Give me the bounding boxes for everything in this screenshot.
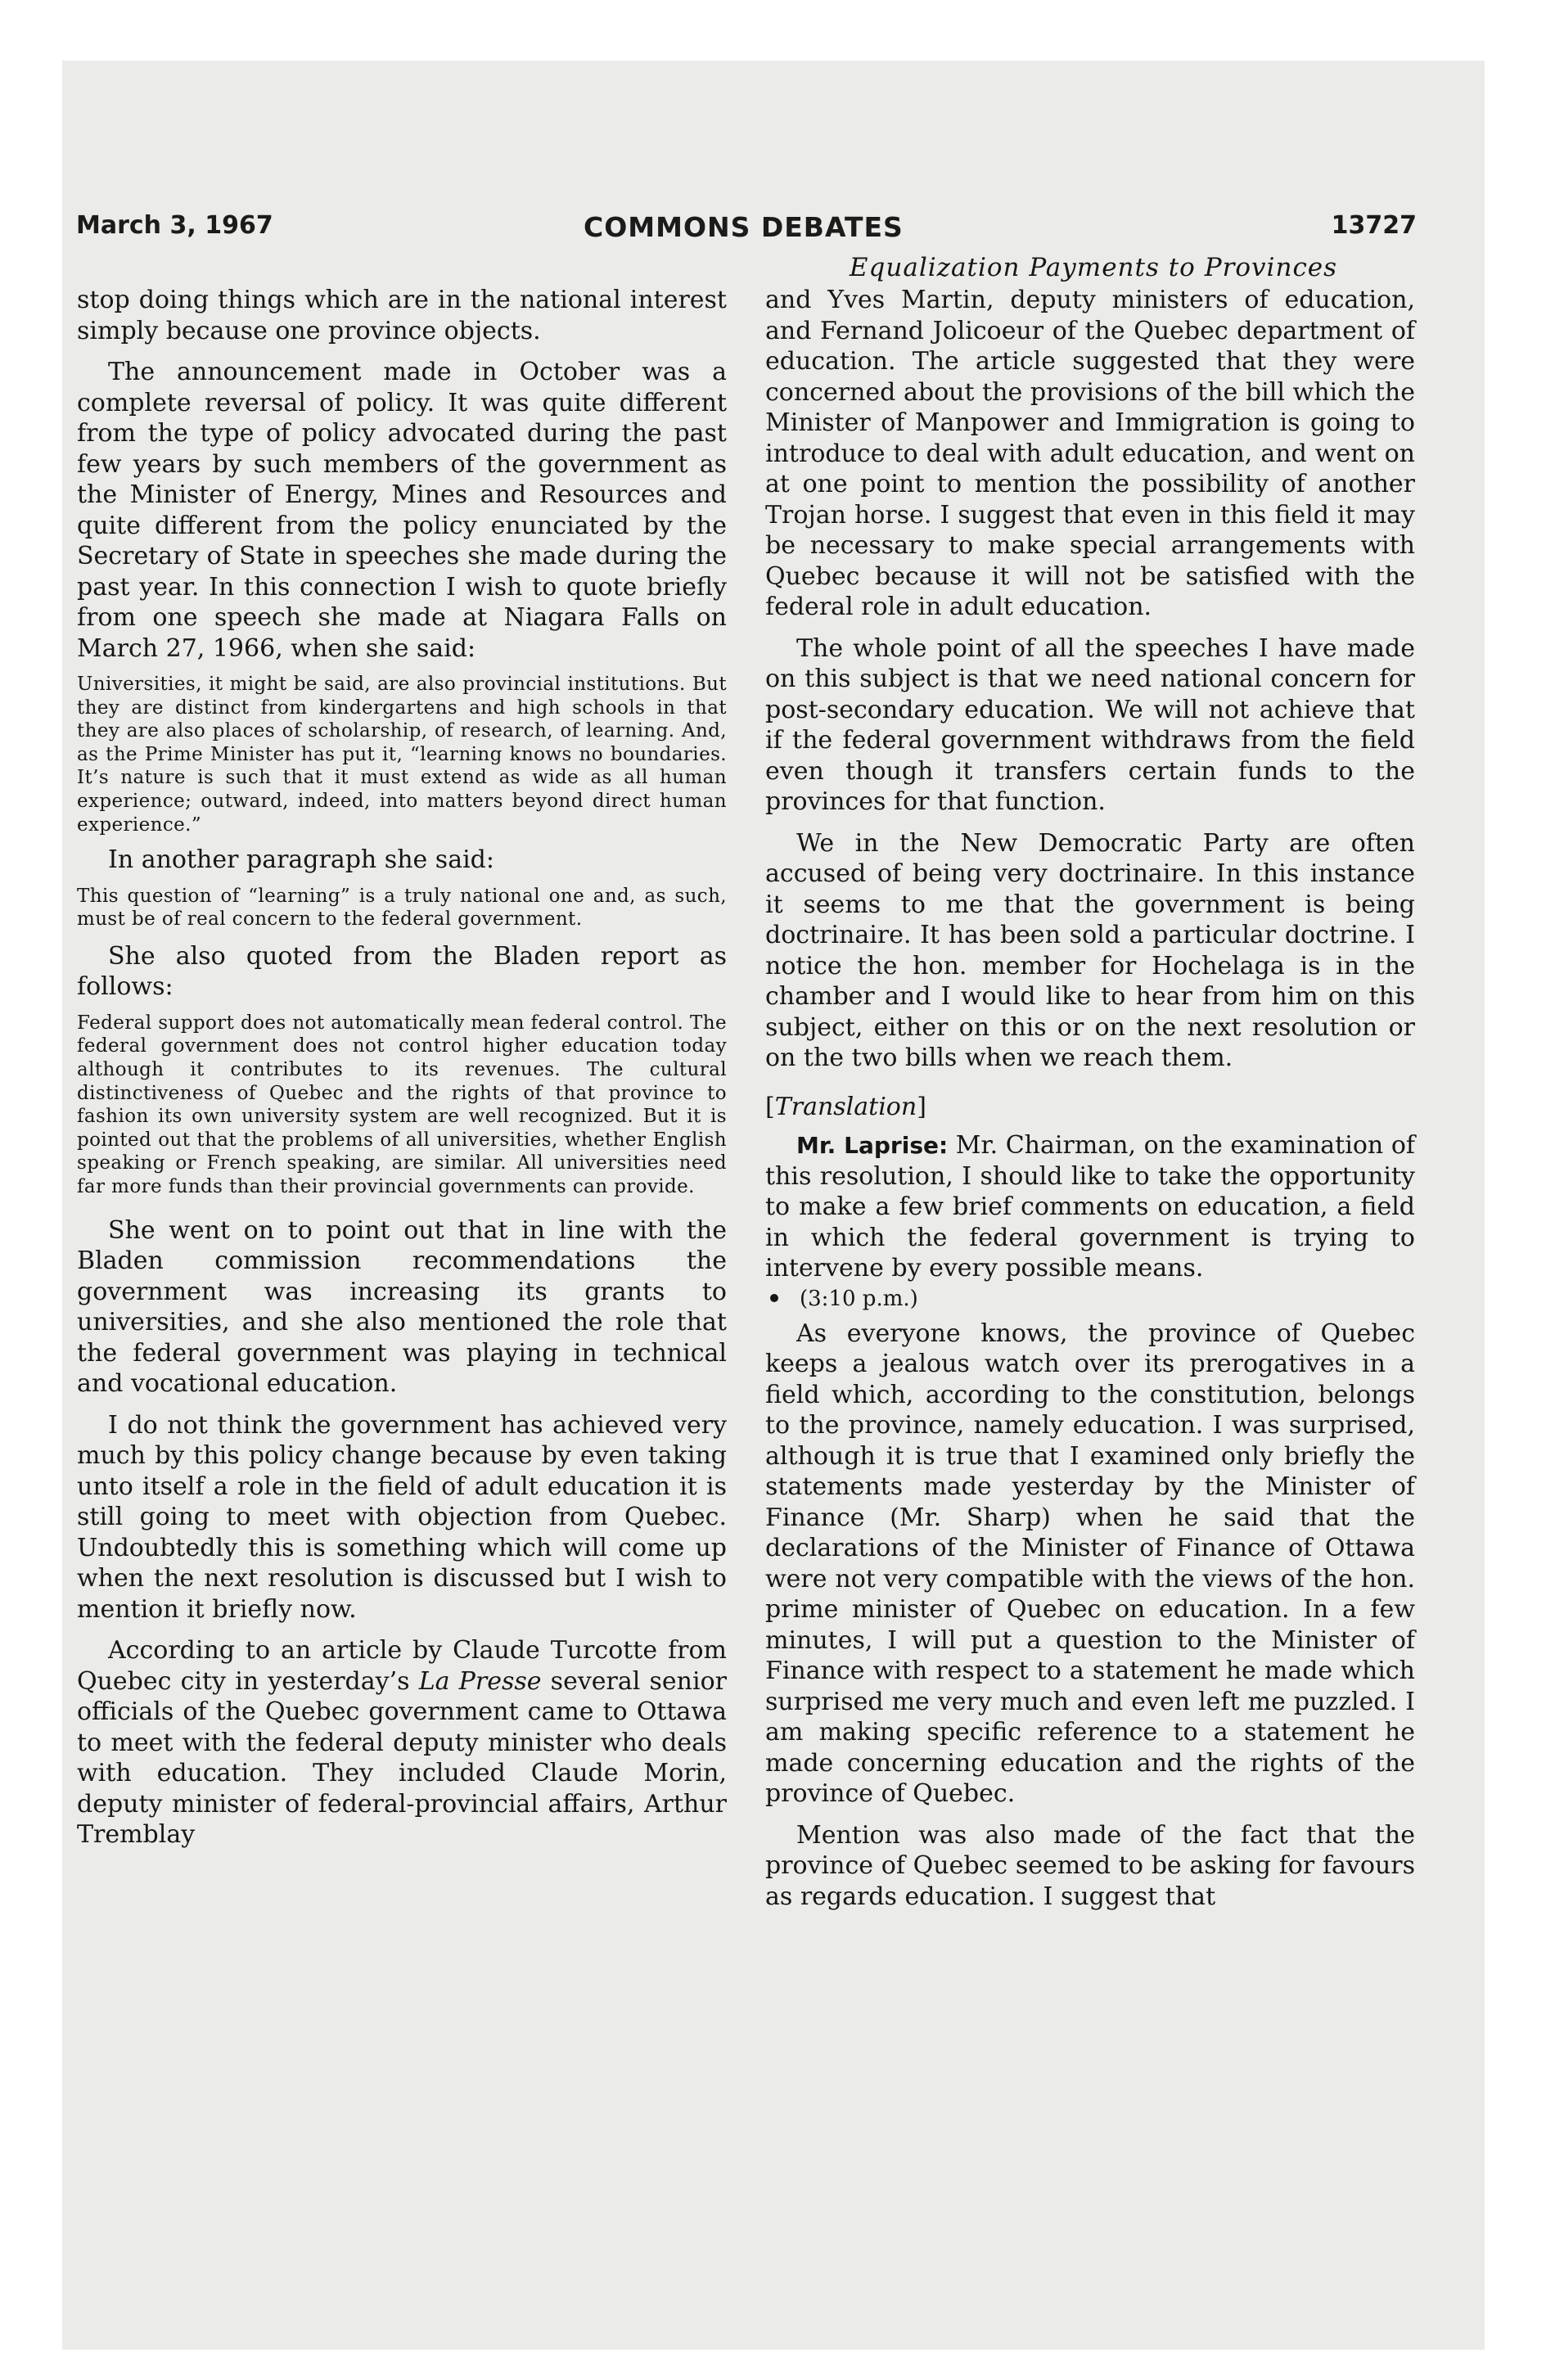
text-run: Mr. Chairman, on the examination of this resolution, I should like to take the opportunity to make a few brief comments on education, a field in which the federal government is trying to intervene by every possible means. xyxy=(765,1131,1415,1282)
newspaper-title: La Presse xyxy=(418,1666,542,1696)
translation-label-text: Translation xyxy=(774,1092,917,1121)
header-date: March 3, 1967 xyxy=(76,211,273,240)
paragraph: In another paragraph she said: xyxy=(108,845,494,875)
timestamp-line xyxy=(765,1284,1415,1314)
timestamp: (3:10 p.m.) xyxy=(800,1286,918,1311)
paragraph: stop doing things which are in the national interest simply because one province objects. xyxy=(77,286,727,345)
paragraph: Mention was also made of the fact that the province of Quebec seemed to be asking for favours as regards education. I suggest that xyxy=(765,1820,1415,1911)
paragraph: We in the New Democratic Party are often accused of being very doctrinaire. In this instance it seems to me that the government is being doctrinaire. It has been sold a particular doctrine. I notice the hon. member for Hochelaga is in the chamber and I would like to hear from him on this subject, either on this or on the next resolution or on the two bills when we reach them. xyxy=(765,828,1415,1072)
block-quote: Universities, it might be said, are also provincial institutions. But they are distinct from kindergartens and high schools in that they are also places of scholarship, of research, of learning. And, as the Prime Minister has put it, “learning knows no boundaries. It’s nature is such that it must extend as wide as all human experience; outward, indeed, into matters beyond direct human experience.” xyxy=(77,674,727,836)
paragraph: The announcement made in October was a complete reversal of policy. It was quite different from the type of policy advocated during the past few years by such members of the government as the Minister of Energy, Mines and Resources and quite different from the policy enunciated by the Secretary of State in speeches she made during the past year. In this connection I wish to quote briefly from one speech she made at Niagara Falls on March 27, 1966, when she said: xyxy=(77,358,727,663)
paragraph: As everyone knows, the province of Quebec keeps a jealous watch over its prerogatives in a field which, according to the constitution, belongs to the province, namely education. I was surprised, although it is true that I examined only briefly the statements made yesterday by the Minister of Finance (Mr. Sharp) when he said that the declarations of the Minister of Finance of Ottawa were not very compatible with the views of the hon. prime minister of Quebec on education. In a few minutes, I will put a question to the Minister of Finance with respect to a statement he made which surprised me very much and even left me puzzled. I am making specific reference to a statement he made concerning education and the rights of the province of Quebec. xyxy=(765,1318,1415,1808)
paragraph: She went on to point out that in line with the Bladen commission recommendations the government was increasing its grants to universities, and she also mentioned the role that the federal government was playing in technical and vocational education. xyxy=(77,1215,727,1399)
paragraph xyxy=(77,1635,727,1850)
speaker-name: Mr. Laprise: xyxy=(796,1132,949,1159)
page-number: 13727 xyxy=(1331,211,1417,240)
translation-label: [Translation] xyxy=(765,1092,926,1121)
text-run: several senior officials of the Quebec government came to Ottawa to meet with the federal deputy minister who deals with education. They included Claude Morin, deputy minister of federal-provincial affairs, Arthur Tremblay xyxy=(77,1666,727,1850)
block-quote: Federal support does not automatically mean federal control. The federal government does not control higher education today although it contributes to its revenues. The cultural distinctiveness of Quebec and the rights of that province to fashion its own university system are well recognized. But it is pointed out that the problems of all universities, whether English speaking or French speaking, are similar. All universities need far more funds than their provincial governments can provide. xyxy=(77,1012,727,1197)
running-header xyxy=(76,211,1417,252)
left-column xyxy=(77,285,727,1850)
bullet-icon xyxy=(770,1294,778,1302)
right-column xyxy=(765,285,1415,1912)
paragraph: I do not think the government has achieved very much by this policy change because by even taking unto itself a role in the field of adult education it is still going to meet with objection from Quebec. Undoubtedly this is something which will come up when the next resolution is discussed but I wish to mention it briefly now. xyxy=(77,1410,727,1624)
paragraph xyxy=(765,1130,1415,1284)
paragraph: and Yves Martin, deputy ministers of education, and Fernand Jolicoeur of the Quebec department of education. The article suggested that they were concerned about the provisions of the bill which the Minister of Manpower and Immigration is going to introduce to deal with adult education, and went on at one point to mention the possibility of another Trojan horse. I suggest that even in this field it may be necessary to make special arrangements with Quebec because it will not be satisfied with the federal role in adult education. xyxy=(765,286,1415,621)
paragraph: The whole point of all the speeches I have made on this subject is that we need national concern for post-secondary education. We will not achieve that if the federal government withdraws from the field even though it transfers certain funds to the provinces for that function. xyxy=(765,633,1415,816)
paragraph: She also quoted from the Bladen report as follows: xyxy=(77,941,727,1002)
block-quote: This question of “learning” is a truly national one and, as such, must be of real concern to the federal government. xyxy=(77,885,727,931)
section-subhead: Equalization Payments to Provinces xyxy=(849,253,1338,282)
header-title: COMMONS DEBATES xyxy=(584,211,904,243)
text-run: According to an article by Claude Turcotte from Quebec city in yesterday’s xyxy=(77,1636,727,1696)
